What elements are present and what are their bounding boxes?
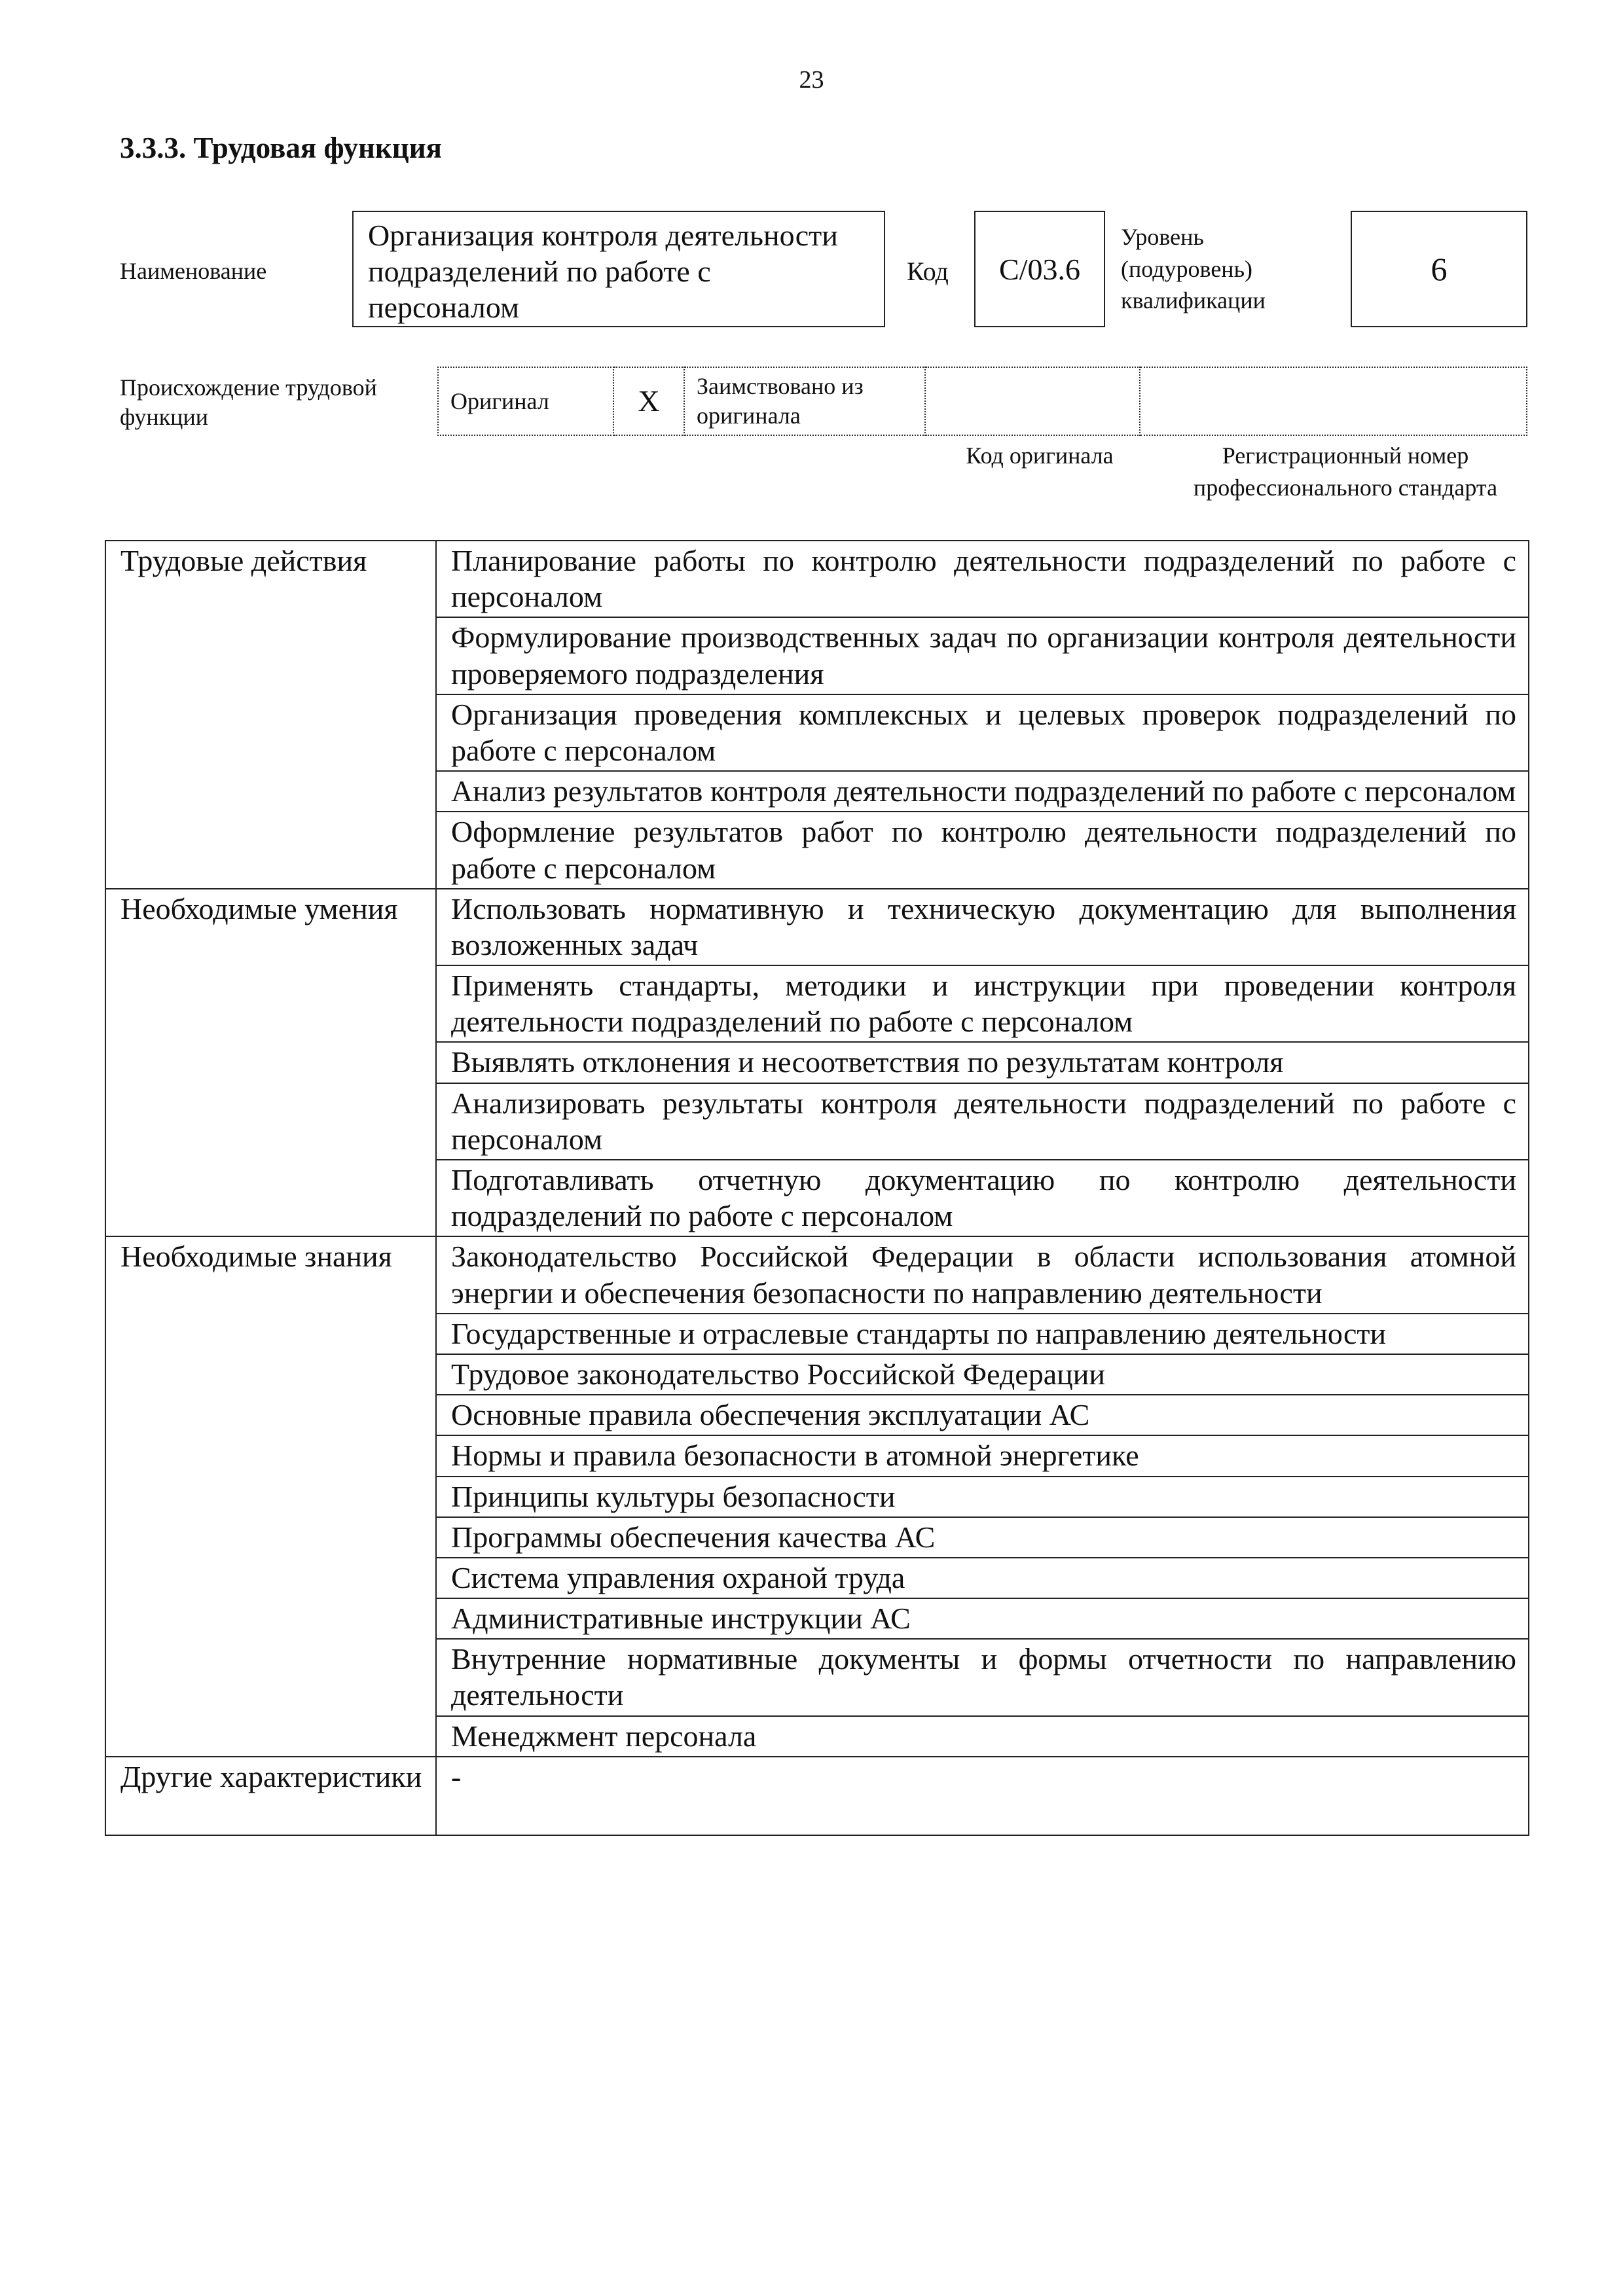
item-cell: Программы обеспечения качества АС (436, 1517, 1529, 1558)
item-cell: Внутренние нормативные документы и формы отчетности по направлению деятельности (436, 1639, 1529, 1715)
reg-number-cell (1140, 367, 1527, 435)
item-cell: Нормы и правила безопасности в атомной энергетике (436, 1435, 1529, 1476)
item-cell: Анализировать результаты контроля деятельности подразделений по работе с персоналом (436, 1083, 1529, 1160)
item-cell: Государственные и отраслевые стандарты по направлению деятельности (436, 1314, 1529, 1354)
item-cell: Основные правила обеспечения эксплуатации АС (436, 1395, 1529, 1435)
page-number: 23 (799, 66, 824, 94)
item-cell: Система управления охраной труда (436, 1558, 1529, 1598)
table-row (105, 1236, 1529, 1313)
table-row (105, 889, 1529, 965)
table-row (105, 541, 1529, 617)
reg-number-caption: Регистрационный номер профессионального стандарта (1193, 442, 1498, 501)
item-cell: Выявлять отклонения и несоответствия по результатам контроля (436, 1042, 1529, 1083)
borrowed-label-cell: Заимствовано из оригинала (684, 367, 925, 435)
origin-table (437, 367, 1527, 436)
level-label: Уровень (подуровень) квалификации (1121, 224, 1266, 314)
section-title: 3.3.3. Трудовая функция (120, 132, 443, 164)
code-original-cell (925, 367, 1140, 435)
original-label-cell: Оригинал (438, 367, 613, 435)
item-cell: Формулирование производственных задач по организации контроля деятельности проверяемого подразделения (436, 617, 1529, 694)
category-cell: Трудовые действия (105, 541, 436, 889)
item-cell: Анализ результатов контроля деятельности подразделений по работе с персоналом (436, 771, 1529, 812)
table-row (105, 1757, 1529, 1835)
function-name-box: Организация контроля деятельности подразделений по работе с персоналом (352, 211, 885, 327)
level-value-box: 6 (1351, 211, 1527, 327)
name-label: Наименование (120, 258, 267, 284)
item-cell: Подготавливать отчетную документацию по контролю деятельности подразделений по работе с персоналом (436, 1160, 1529, 1236)
item-cell: Менеджмент персонала (436, 1716, 1529, 1757)
code-original-caption: Код оригинала (966, 442, 1114, 469)
origin-label: Происхождение трудовой функции (120, 374, 377, 430)
function-details-table (105, 540, 1529, 1836)
code-label: Код (907, 257, 949, 286)
code-value-box: C/03.6 (974, 211, 1105, 327)
item-cell: Оформление результатов работ по контролю деятельности подразделений по работе с персоналом (436, 812, 1529, 888)
category-cell: Необходимые знания (105, 1236, 436, 1756)
item-cell: Административные инструкции АС (436, 1598, 1529, 1639)
category-cell: Другие характеристики (105, 1757, 436, 1835)
original-mark-cell: X (613, 367, 684, 435)
item-cell: Планирование работы по контролю деятельности подразделений по работе с персоналом (436, 541, 1529, 617)
item-cell: - (436, 1757, 1529, 1835)
item-cell: Трудовое законодательство Российской Федерации (436, 1354, 1529, 1395)
item-cell: Организация проведения комплексных и целевых проверок подразделений по работе с персоналом (436, 694, 1529, 771)
item-cell: Использовать нормативную и техническую документацию для выполнения возложенных задач (436, 889, 1529, 965)
item-cell: Законодательство Российской Федерации в области использования атомной энергии и обеспечения безопасности по направлению деятельности (436, 1236, 1529, 1313)
item-cell: Применять стандарты, методики и инструкции при проведении контроля деятельности подразделений по работе с персоналом (436, 965, 1529, 1042)
item-cell: Принципы культуры безопасности (436, 1477, 1529, 1517)
category-cell: Необходимые умения (105, 889, 436, 1237)
